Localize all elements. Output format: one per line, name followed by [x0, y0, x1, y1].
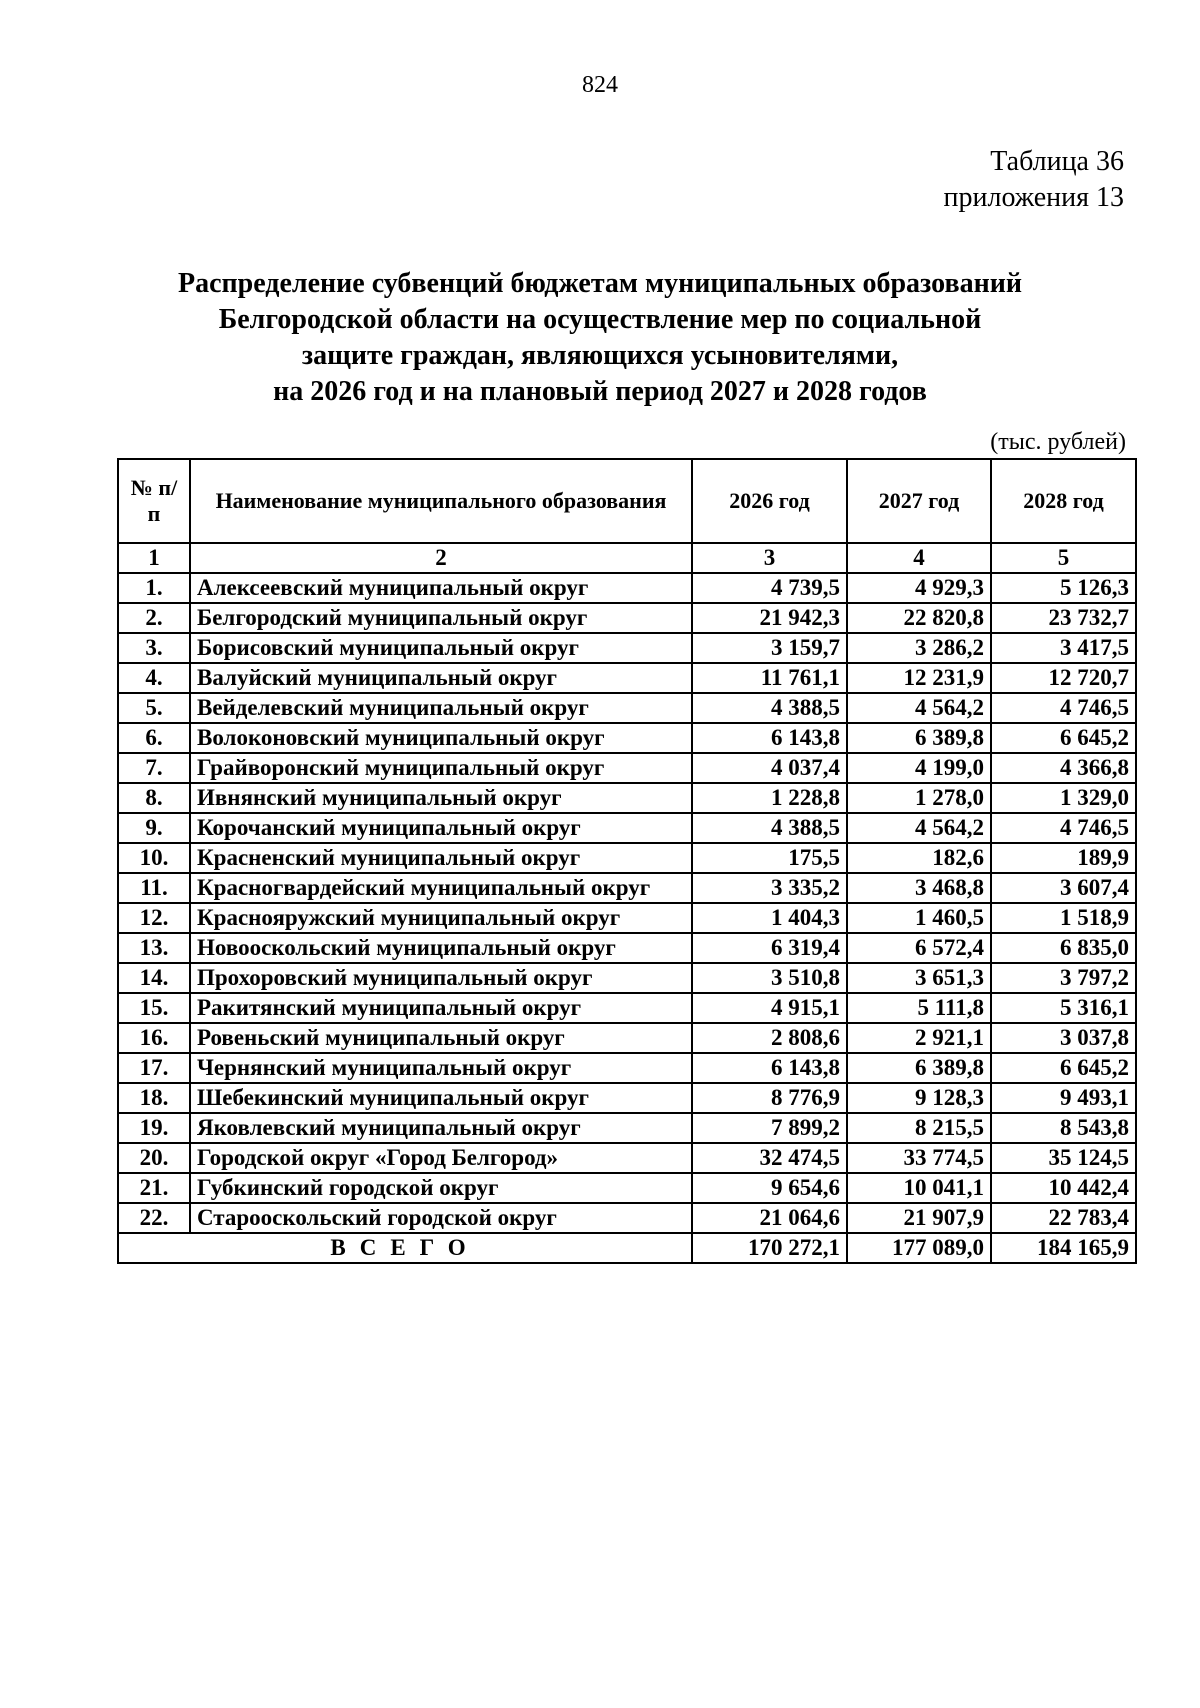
value-2028: 1 329,0	[991, 783, 1136, 813]
municipality-name: Чернянский муниципальный округ	[190, 1053, 692, 1083]
row-number: 10.	[118, 843, 190, 873]
table-row	[118, 1023, 1136, 1053]
value-2026: 21 942,3	[692, 603, 847, 633]
table-row	[118, 873, 1136, 903]
document-title	[0, 266, 1200, 410]
value-2027: 4 564,2	[847, 693, 991, 723]
column-number: 5	[991, 543, 1136, 573]
table-row	[118, 573, 1136, 603]
table-row	[118, 753, 1136, 783]
header-2026: 2026 год	[692, 459, 847, 543]
header-2027: 2027 год	[847, 459, 991, 543]
table-row	[118, 603, 1136, 633]
row-number: 9.	[118, 813, 190, 843]
value-2027: 3 468,8	[847, 873, 991, 903]
table-reference	[944, 144, 1125, 216]
municipality-name: Яковлевский муниципальный округ	[190, 1113, 692, 1143]
value-2027: 3 286,2	[847, 633, 991, 663]
header-name: Наименование муниципального образования	[190, 459, 692, 543]
table-row	[118, 933, 1136, 963]
value-2027: 182,6	[847, 843, 991, 873]
column-numbers-row	[118, 543, 1136, 573]
value-2026: 4 388,5	[692, 693, 847, 723]
row-number: 14.	[118, 963, 190, 993]
row-number: 22.	[118, 1203, 190, 1233]
value-2027: 21 907,9	[847, 1203, 991, 1233]
value-2027: 1 278,0	[847, 783, 991, 813]
table-row	[118, 663, 1136, 693]
value-2026: 4 388,5	[692, 813, 847, 843]
municipality-name: Белгородский муниципальный округ	[190, 603, 692, 633]
value-2028: 3 417,5	[991, 633, 1136, 663]
table-row	[118, 993, 1136, 1023]
municipality-name: Шебекинский муниципальный округ	[190, 1083, 692, 1113]
row-number: 1.	[118, 573, 190, 603]
municipality-name: Волоконовский муниципальный округ	[190, 723, 692, 753]
municipality-name: Ровеньский муниципальный округ	[190, 1023, 692, 1053]
value-2026: 11 761,1	[692, 663, 847, 693]
header-number: № п/п	[118, 459, 190, 543]
value-2028: 8 543,8	[991, 1113, 1136, 1143]
value-2028: 35 124,5	[991, 1143, 1136, 1173]
row-number: 16.	[118, 1023, 190, 1053]
value-2026: 9 654,6	[692, 1173, 847, 1203]
row-number: 19.	[118, 1113, 190, 1143]
value-2028: 4 746,5	[991, 693, 1136, 723]
value-2028: 10 442,4	[991, 1173, 1136, 1203]
value-2028: 6 835,0	[991, 933, 1136, 963]
row-number: 6.	[118, 723, 190, 753]
row-number: 2.	[118, 603, 190, 633]
table-row	[118, 813, 1136, 843]
table-reference-line: приложения 13	[943, 182, 1124, 213]
value-2028: 189,9	[991, 843, 1136, 873]
value-2028: 3 607,4	[991, 873, 1136, 903]
value-2026: 6 143,8	[692, 723, 847, 753]
value-2026: 175,5	[692, 843, 847, 873]
value-2026: 32 474,5	[692, 1143, 847, 1173]
municipality-name: Красногвардейский муниципальный округ	[190, 873, 692, 903]
table-row	[118, 1113, 1136, 1143]
value-2027: 4 199,0	[847, 753, 991, 783]
column-number: 3	[692, 543, 847, 573]
value-2026: 1 228,8	[692, 783, 847, 813]
table-row	[118, 1083, 1136, 1113]
row-number: 3.	[118, 633, 190, 663]
value-2028: 4 366,8	[991, 753, 1136, 783]
value-2027: 10 041,1	[847, 1173, 991, 1203]
table-row	[118, 1143, 1136, 1173]
table-reference-line: Таблица 36	[990, 146, 1124, 177]
table-row	[118, 783, 1136, 813]
municipality-name: Грайворонский муниципальный округ	[190, 753, 692, 783]
value-2028: 9 493,1	[991, 1083, 1136, 1113]
title-line: Белгородской области на осуществление мер по социальной	[218, 304, 982, 335]
total-row	[118, 1233, 1136, 1263]
municipality-name: Губкинский городской округ	[190, 1173, 692, 1203]
units-label: (тыс. рублей)	[990, 429, 1126, 455]
table-row	[118, 693, 1136, 723]
value-2026: 3 335,2	[692, 873, 847, 903]
value-2027: 3 651,3	[847, 963, 991, 993]
row-number: 18.	[118, 1083, 190, 1113]
column-number: 1	[118, 543, 190, 573]
column-number: 2	[190, 543, 692, 573]
value-2027: 4 564,2	[847, 813, 991, 843]
row-number: 5.	[118, 693, 190, 723]
total-2027: 177 089,0	[847, 1233, 991, 1263]
value-2026: 7 899,2	[692, 1113, 847, 1143]
total-2028: 184 165,9	[991, 1233, 1136, 1263]
table-row	[118, 1203, 1136, 1233]
title-line: на 2026 год и на плановый период 2027 и 2028 годов	[273, 376, 927, 407]
value-2027: 6 389,8	[847, 1053, 991, 1083]
title-line: защите граждан, являющихся усыновителями,	[301, 340, 899, 371]
column-number: 4	[847, 543, 991, 573]
row-number: 8.	[118, 783, 190, 813]
row-number: 15.	[118, 993, 190, 1023]
value-2028: 6 645,2	[991, 1053, 1136, 1083]
value-2028: 12 720,7	[991, 663, 1136, 693]
municipality-name: Старооскольский городской округ	[190, 1203, 692, 1233]
value-2026: 3 510,8	[692, 963, 847, 993]
value-2028: 4 746,5	[991, 813, 1136, 843]
municipality-name: Алексеевский муниципальный округ	[190, 573, 692, 603]
value-2026: 4 915,1	[692, 993, 847, 1023]
total-2026: 170 272,1	[692, 1233, 847, 1263]
table-row	[118, 963, 1136, 993]
value-2027: 4 929,3	[847, 573, 991, 603]
municipality-name: Красненский муниципальный округ	[190, 843, 692, 873]
page-number: 824	[582, 72, 618, 98]
value-2027: 9 128,3	[847, 1083, 991, 1113]
municipality-name: Ивнянский муниципальный округ	[190, 783, 692, 813]
value-2027: 8 215,5	[847, 1113, 991, 1143]
row-number: 7.	[118, 753, 190, 783]
value-2027: 6 389,8	[847, 723, 991, 753]
value-2027: 5 111,8	[847, 993, 991, 1023]
table-header-row	[118, 459, 1136, 543]
value-2028: 5 316,1	[991, 993, 1136, 1023]
municipality-name: Валуйский муниципальный округ	[190, 663, 692, 693]
municipality-name: Городской округ «Город Белгород»	[190, 1143, 692, 1173]
value-2028: 6 645,2	[991, 723, 1136, 753]
value-2026: 1 404,3	[692, 903, 847, 933]
value-2027: 1 460,5	[847, 903, 991, 933]
municipality-name: Ракитянский муниципальный округ	[190, 993, 692, 1023]
row-number: 4.	[118, 663, 190, 693]
municipality-name: Вейделевский муниципальный округ	[190, 693, 692, 723]
value-2028: 5 126,3	[991, 573, 1136, 603]
value-2028: 1 518,9	[991, 903, 1136, 933]
header-2028: 2028 год	[991, 459, 1136, 543]
title-line: Распределение субвенций бюджетам муниципальных образований	[178, 268, 1022, 299]
value-2028: 3 797,2	[991, 963, 1136, 993]
municipality-name: Прохоровский муниципальный округ	[190, 963, 692, 993]
value-2027: 12 231,9	[847, 663, 991, 693]
value-2028: 22 783,4	[991, 1203, 1136, 1233]
value-2026: 3 159,7	[692, 633, 847, 663]
table-row	[118, 1053, 1136, 1083]
table-row	[118, 723, 1136, 753]
value-2027: 33 774,5	[847, 1143, 991, 1173]
row-number: 11.	[118, 873, 190, 903]
value-2026: 2 808,6	[692, 1023, 847, 1053]
table-row	[118, 1173, 1136, 1203]
value-2026: 4 739,5	[692, 573, 847, 603]
total-label: ВСЕГО	[118, 1233, 692, 1263]
municipality-name: Новооскольский муниципальный округ	[190, 933, 692, 963]
municipality-name: Борисовский муниципальный округ	[190, 633, 692, 663]
value-2026: 8 776,9	[692, 1083, 847, 1113]
municipality-name: Краснояружский муниципальный округ	[190, 903, 692, 933]
value-2028: 23 732,7	[991, 603, 1136, 633]
value-2026: 4 037,4	[692, 753, 847, 783]
row-number: 20.	[118, 1143, 190, 1173]
row-number: 13.	[118, 933, 190, 963]
value-2026: 6 143,8	[692, 1053, 847, 1083]
row-number: 17.	[118, 1053, 190, 1083]
value-2027: 6 572,4	[847, 933, 991, 963]
value-2027: 2 921,1	[847, 1023, 991, 1053]
value-2026: 21 064,6	[692, 1203, 847, 1233]
value-2026: 6 319,4	[692, 933, 847, 963]
table-row	[118, 903, 1136, 933]
value-2028: 3 037,8	[991, 1023, 1136, 1053]
value-2027: 22 820,8	[847, 603, 991, 633]
subventions-table	[117, 458, 1137, 1264]
table-row	[118, 633, 1136, 663]
table-row	[118, 843, 1136, 873]
municipality-name: Корочанский муниципальный округ	[190, 813, 692, 843]
row-number: 12.	[118, 903, 190, 933]
row-number: 21.	[118, 1173, 190, 1203]
